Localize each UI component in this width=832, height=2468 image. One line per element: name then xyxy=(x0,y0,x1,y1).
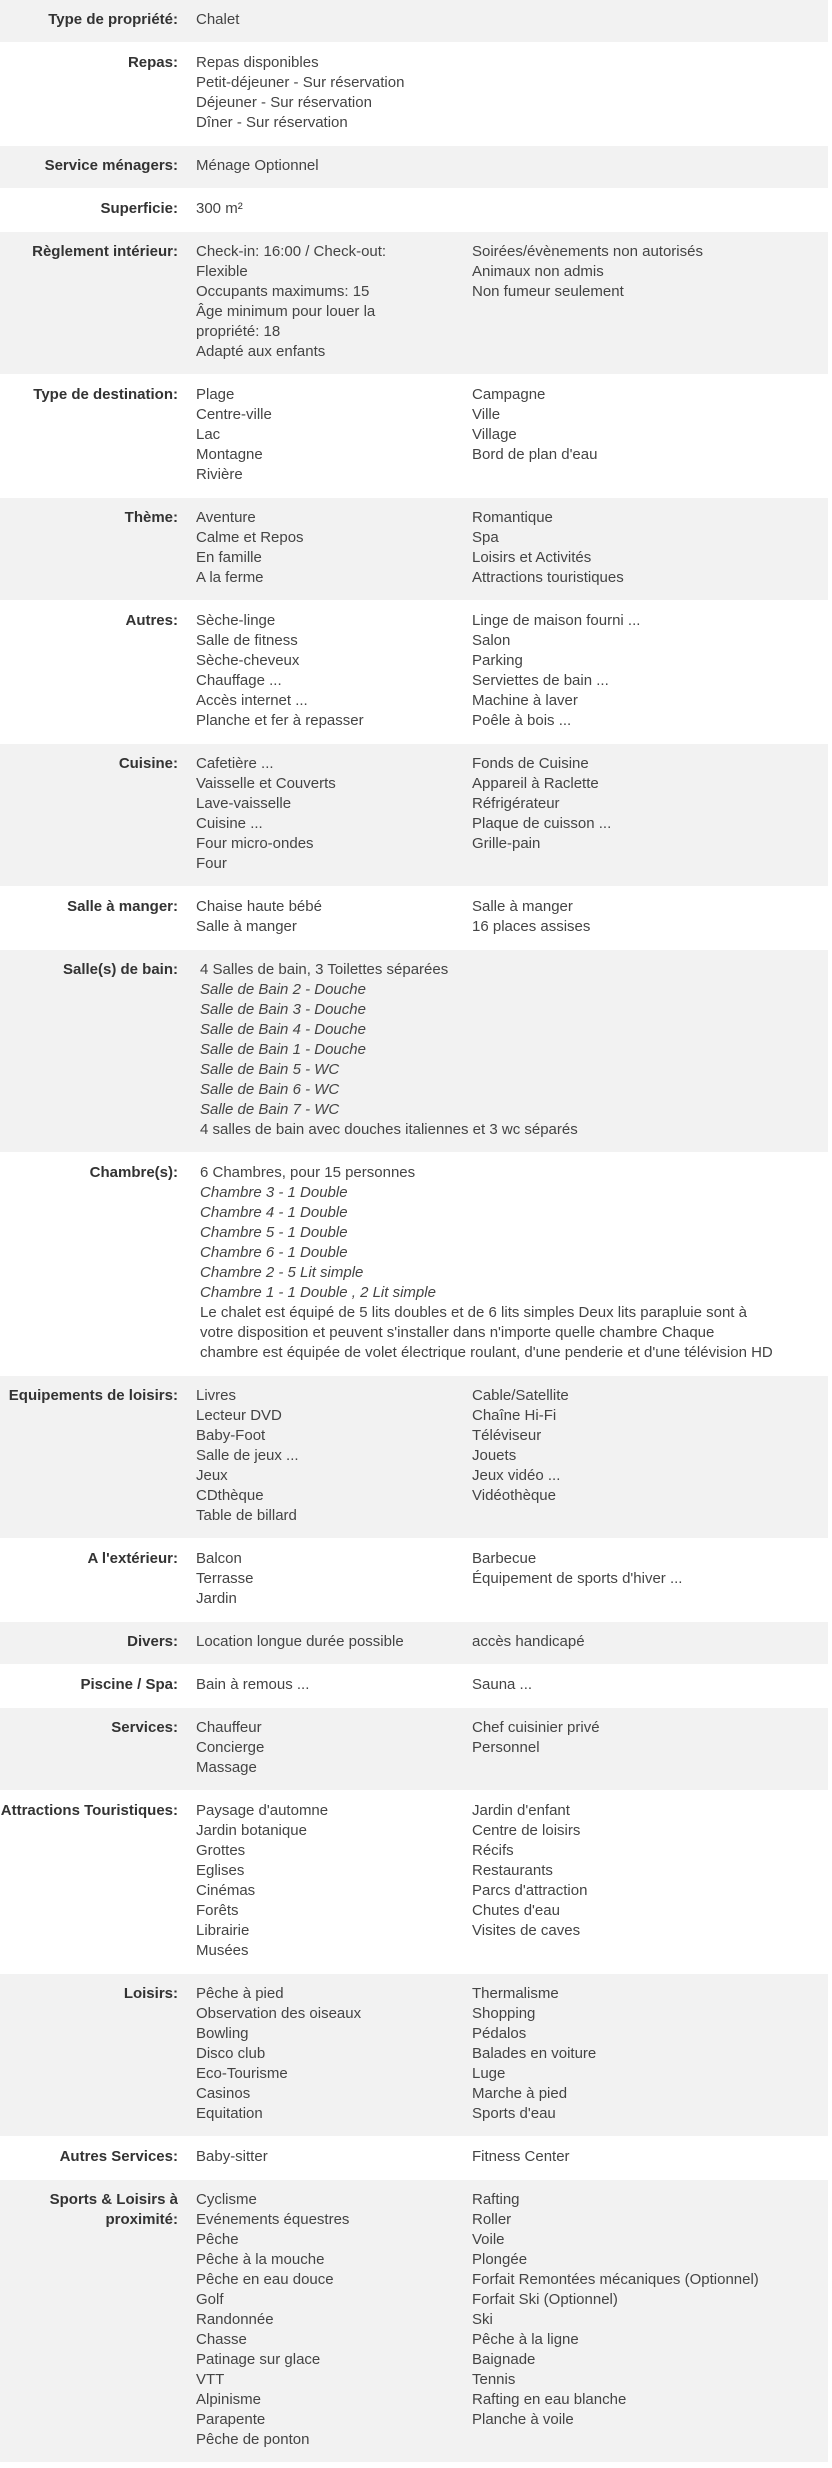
value-column-2 xyxy=(472,385,828,485)
value-item: Sports d'eau xyxy=(472,2105,556,2122)
value-item: Bowling xyxy=(196,2025,249,2042)
row-value xyxy=(196,754,828,874)
value-item: Salle à manger xyxy=(196,918,297,935)
value-item: Poêle à bois ... xyxy=(472,712,572,729)
value-item: Grille-pain xyxy=(472,835,541,852)
value-item: Restaurants xyxy=(472,1862,553,1879)
value-line: Salle de Bain 3 - Douche xyxy=(200,1001,366,1018)
row-label: Type de destination: xyxy=(33,386,178,403)
value-item: Cafetière ... xyxy=(196,755,274,772)
row-value xyxy=(196,10,828,30)
value-item: Pêche en eau douce xyxy=(196,2271,334,2288)
value-item: Salle de fitness xyxy=(196,632,298,649)
value-item: Massage xyxy=(196,1759,257,1776)
value-item: Montagne xyxy=(196,446,263,463)
row-value xyxy=(196,199,828,219)
value-item: Lecteur DVD xyxy=(196,1407,282,1424)
row-label: Autres Services: xyxy=(59,2148,178,2165)
row-label: A l'extérieur: xyxy=(87,1550,178,1567)
value-item: Cable/Satellite xyxy=(472,1387,569,1404)
value-item: Serviettes de bain ... xyxy=(472,672,609,689)
value-item: Forêts xyxy=(196,1902,239,1919)
value-item: Romantique xyxy=(472,509,553,526)
value-column-1 xyxy=(196,1718,472,1778)
row-label: Chambre(s): xyxy=(89,1164,178,1181)
row-value xyxy=(196,385,828,485)
value-item: Pêche de ponton xyxy=(196,2431,310,2448)
row-value xyxy=(196,508,828,588)
value-item: Forfait Ski (Optionnel) xyxy=(472,2291,618,2308)
value-item: Centre-ville xyxy=(196,406,272,423)
value-item: Petit-déjeuner - Sur réservation xyxy=(196,74,405,91)
value-item: Campagne xyxy=(472,386,546,403)
value-item: Shopping xyxy=(472,2005,536,2022)
value-item: Planche à voile xyxy=(472,2411,574,2428)
row-piscine-spa xyxy=(0,1665,828,1708)
value-item: Réfrigérateur xyxy=(472,795,560,812)
value-item: Sauna ... xyxy=(472,1676,533,1693)
value-item: Cuisine ... xyxy=(196,815,263,832)
value-item: Bain à remous ... xyxy=(196,1676,310,1693)
value-item: Animaux non admis xyxy=(472,263,604,280)
value-item: Plage xyxy=(196,386,235,403)
row-value xyxy=(196,1718,828,1778)
value-item: Machine à laver xyxy=(472,692,578,709)
row-value xyxy=(196,1163,828,1363)
value-item: Baby-Foot xyxy=(196,1427,266,1444)
value-column-2 xyxy=(472,1386,828,1526)
value-item: Fitness Center xyxy=(472,2148,570,2165)
row-label: Sports & Loisirs à proximité: xyxy=(49,2191,178,2228)
value-item: Concierge xyxy=(196,1739,265,1756)
row-label: Salle à manger: xyxy=(67,898,178,915)
value-item: Lave-vaisselle xyxy=(196,795,292,812)
value-item: Cinémas xyxy=(196,1882,256,1899)
value-item: Livres xyxy=(196,1387,237,1404)
value-item: Pêche à pied xyxy=(196,1985,284,2002)
value-item: accès handicapé xyxy=(472,1633,585,1650)
value-item: Appareil à Raclette xyxy=(472,775,599,792)
row-label: Equipements de loisirs: xyxy=(8,1387,178,1404)
value-item: Baignade xyxy=(472,2351,536,2368)
value-item: Repas disponibles xyxy=(196,54,319,71)
value-line: 6 Chambres, pour 15 personnes xyxy=(200,1164,416,1181)
row-services xyxy=(0,1708,828,1791)
value-column-1 xyxy=(196,2147,472,2167)
row-chambre-s xyxy=(0,1153,828,1376)
value-column-1 xyxy=(196,1549,472,1609)
row-salle-s-de-bain xyxy=(0,950,828,1153)
value-item: Attractions touristiques xyxy=(472,569,624,586)
value-column-2 xyxy=(472,897,828,937)
row-label: Loisirs: xyxy=(123,1985,178,2002)
value-line: Chambre 3 - 1 Double xyxy=(200,1184,348,1201)
value-column-1 xyxy=(196,611,472,731)
value-item: Fonds de Cuisine xyxy=(472,755,589,772)
value-item: Téléviseur xyxy=(472,1427,542,1444)
value-item: Evénements équestres xyxy=(196,2211,350,2228)
value-item: A la ferme xyxy=(196,569,264,586)
value-item: Thermalisme xyxy=(472,1985,559,2002)
value-item: Jardin d'enfant xyxy=(472,1802,570,1819)
value-item: Soirées/évènements non autorisés xyxy=(472,243,703,260)
row-value xyxy=(196,156,828,176)
value-item: Chutes d'eau xyxy=(472,1902,560,1919)
value-item: Balades en voiture xyxy=(472,2045,597,2062)
value-item: Accès internet ... xyxy=(196,692,308,709)
value-item: Pêche à la mouche xyxy=(196,2251,325,2268)
value-item: Pédalos xyxy=(472,2025,527,2042)
value-item: Centre de loisirs xyxy=(472,1822,581,1839)
row-reglement-interieur xyxy=(0,232,828,375)
row-value xyxy=(196,960,828,1140)
value-item: Golf xyxy=(196,2291,224,2308)
value-item: Equitation xyxy=(196,2105,263,2122)
value-item: Chalet xyxy=(196,11,240,28)
value-column-2 xyxy=(472,1632,828,1652)
value-column-1 xyxy=(196,508,472,588)
value-item: Équipement de sports d'hiver ... xyxy=(472,1570,683,1587)
value-item: Jardin xyxy=(196,1590,237,1607)
value-item: Tennis xyxy=(472,2371,516,2388)
value-column-1 xyxy=(196,1984,472,2124)
row-equipements-de-loisirs xyxy=(0,1376,828,1539)
value-item: Plongée xyxy=(472,2251,528,2268)
value-item: Déjeuner - Sur réservation xyxy=(196,94,372,111)
value-item: Vaisselle et Couverts xyxy=(196,775,336,792)
value-column-1 xyxy=(196,1675,472,1695)
row-value xyxy=(196,2190,828,2450)
value-item: Vidéothèque xyxy=(472,1487,556,1504)
row-autres-services xyxy=(0,2137,828,2180)
value-item: Âge minimum pour louer la xyxy=(196,303,376,320)
value-item: Loisirs et Activités xyxy=(472,549,592,566)
value-item: Four micro-ondes xyxy=(196,835,314,852)
row-label: Attractions Touristiques: xyxy=(0,1802,178,1819)
row-theme xyxy=(0,498,828,601)
value-item: Dîner - Sur réservation xyxy=(196,114,348,131)
value-item: En famille xyxy=(196,549,262,566)
value-line: Chambre 5 - 1 Double xyxy=(200,1224,348,1241)
row-label: Divers: xyxy=(127,1633,178,1650)
value-item: Aventure xyxy=(196,509,256,526)
value-item: Location longue durée possible xyxy=(196,1633,404,1650)
value-item: Roller xyxy=(472,2211,512,2228)
value-item: Musées xyxy=(196,1942,249,1959)
value-item: Table de billard xyxy=(196,1507,297,1524)
value-line: votre disposition et peuvent s'installer dans n'importe quelle chambre Chaque xyxy=(200,1324,715,1341)
value-item: Planche et fer à repasser xyxy=(196,712,364,729)
value-item: Observation des oiseaux xyxy=(196,2005,362,2022)
value-line: Chambre 2 - 5 Lit simple xyxy=(200,1264,364,1281)
value-item: Rivière xyxy=(196,466,243,483)
row-attractions-touristiques xyxy=(0,1791,828,1974)
value-item: Ski xyxy=(472,2311,493,2328)
value-column-1 xyxy=(196,1386,472,1526)
value-item: propriété: 18 xyxy=(196,323,281,340)
value-column-1 xyxy=(196,156,472,176)
value-item: Bord de plan d'eau xyxy=(472,446,598,463)
value-item: Personnel xyxy=(472,1739,540,1756)
row-value xyxy=(196,1675,828,1695)
row-cuisine xyxy=(0,744,828,887)
value-item: Casinos xyxy=(196,2085,251,2102)
row-sports-loisirs-a-proximite xyxy=(0,2180,828,2463)
value-item: Salle à manger xyxy=(472,898,573,915)
value-item: Marche à pied xyxy=(472,2085,568,2102)
row-autres xyxy=(0,601,828,744)
value-line: Le chalet est équipé de 5 lits doubles et de 6 lits simples Deux lits parapluie sont à xyxy=(200,1304,747,1321)
value-column-1 xyxy=(196,10,472,30)
value-line: Salle de Bain 4 - Douche xyxy=(200,1021,366,1038)
value-item: Village xyxy=(472,426,517,443)
value-column-1 xyxy=(196,199,472,219)
row-divers xyxy=(0,1622,828,1665)
value-column-1 xyxy=(196,2190,472,2450)
value-item: Chasse xyxy=(196,2331,247,2348)
value-line: Salle de Bain 5 - WC xyxy=(200,1061,340,1078)
value-line: Salle de Bain 6 - WC xyxy=(200,1081,340,1098)
value-item: Check-in: 16:00 / Check-out: xyxy=(196,243,387,260)
value-item: Baby-sitter xyxy=(196,2148,268,2165)
row-loisirs xyxy=(0,1974,828,2137)
value-item: Parking xyxy=(472,652,523,669)
value-item: Librairie xyxy=(196,1922,250,1939)
value-item: CDthèque xyxy=(196,1487,264,1504)
value-line: 4 Salles de bain, 3 Toilettes séparées xyxy=(200,961,449,978)
row-label: Salle(s) de bain: xyxy=(62,961,178,978)
value-item: Paysage d'automne xyxy=(196,1802,329,1819)
row-label: Type de propriété: xyxy=(48,11,178,28)
value-item: Sèche-linge xyxy=(196,612,276,629)
row-label: Cuisine: xyxy=(118,755,178,772)
value-item: Chaîne Hi-Fi xyxy=(472,1407,557,1424)
row-label: Thème: xyxy=(124,509,178,526)
row-service-menagers xyxy=(0,146,828,189)
row-superficie xyxy=(0,189,828,232)
value-item: Pêche xyxy=(196,2231,239,2248)
value-item: Spa xyxy=(472,529,499,546)
value-column-1 xyxy=(196,1632,472,1652)
value-item: Adapté aux enfants xyxy=(196,343,326,360)
value-column-1 xyxy=(196,385,472,485)
row-a-l-exterieur xyxy=(0,1539,828,1622)
value-item: Chef cuisinier privé xyxy=(472,1719,600,1736)
row-type-de-destination xyxy=(0,375,828,498)
value-item: Non fumeur seulement xyxy=(472,283,624,300)
value-column xyxy=(196,1163,828,1363)
row-value xyxy=(196,1549,828,1609)
row-value xyxy=(196,897,828,937)
value-item: Chaise haute bébé xyxy=(196,898,322,915)
value-item: Balcon xyxy=(196,1550,242,1567)
value-column-1 xyxy=(196,1801,472,1961)
value-item: Eco-Tourisme xyxy=(196,2065,288,2082)
value-item: Plaque de cuisson ... xyxy=(472,815,612,832)
value-column-2 xyxy=(472,754,828,874)
value-column-2 xyxy=(472,611,828,731)
row-value xyxy=(196,1984,828,2124)
value-item: Jeux xyxy=(196,1467,228,1484)
value-item: Chauffeur xyxy=(196,1719,262,1736)
value-column-2 xyxy=(472,1675,828,1695)
value-item: Lac xyxy=(196,426,221,443)
value-column-1 xyxy=(196,53,472,133)
value-column-2 xyxy=(472,242,828,362)
value-line: Salle de Bain 7 - WC xyxy=(200,1101,340,1118)
value-item: Rafting en eau blanche xyxy=(472,2391,627,2408)
value-item: Ménage Optionnel xyxy=(196,157,319,174)
value-item: Salle de jeux ... xyxy=(196,1447,299,1464)
value-item: Forfait Remontées mécaniques (Optionnel) xyxy=(472,2271,759,2288)
row-repas xyxy=(0,43,828,146)
row-label: Autres: xyxy=(125,612,178,629)
value-line: Chambre 4 - 1 Double xyxy=(200,1204,348,1221)
value-column-2 xyxy=(472,2190,828,2450)
row-salle-a-manger xyxy=(0,887,828,950)
value-line: Salle de Bain 2 - Douche xyxy=(200,981,366,998)
value-item: 16 places assises xyxy=(472,918,591,935)
row-value xyxy=(196,1801,828,1961)
value-item: Disco club xyxy=(196,2045,266,2062)
value-item: Voile xyxy=(472,2231,505,2248)
value-column-1 xyxy=(196,897,472,937)
value-column-2 xyxy=(472,1801,828,1961)
value-column-2 xyxy=(472,1718,828,1778)
row-label: Service ménagers: xyxy=(44,157,178,174)
value-item: Four xyxy=(196,855,227,872)
value-column-1 xyxy=(196,242,472,362)
value-item: Salon xyxy=(472,632,511,649)
value-item: Eglises xyxy=(196,1862,245,1879)
row-label: Règlement intérieur: xyxy=(32,243,178,260)
value-item: Barbecue xyxy=(472,1550,537,1567)
value-item: Pêche à la ligne xyxy=(472,2331,579,2348)
value-item: Patinage sur glace xyxy=(196,2351,321,2368)
value-item: Terrasse xyxy=(196,1570,254,1587)
value-column-2 xyxy=(472,508,828,588)
value-item: Jardin botanique xyxy=(196,1822,307,1839)
value-item: Rafting xyxy=(472,2191,520,2208)
value-item: Chauffage ... xyxy=(196,672,282,689)
row-label: Repas: xyxy=(127,54,178,71)
row-value xyxy=(196,611,828,731)
value-item: Parapente xyxy=(196,2411,266,2428)
value-line: 4 salles de bain avec douches italiennes et 3 wc séparés xyxy=(200,1121,578,1138)
value-line: Chambre 6 - 1 Double xyxy=(200,1244,348,1261)
value-item: Sèche-cheveux xyxy=(196,652,300,669)
value-item: Flexible xyxy=(196,263,248,280)
row-type-de-propriete xyxy=(0,0,828,43)
value-item: Récifs xyxy=(472,1842,514,1859)
value-item: 300 m² xyxy=(196,200,243,217)
value-column-2 xyxy=(472,2147,828,2167)
value-item: Ville xyxy=(472,406,501,423)
row-value xyxy=(196,53,828,133)
row-label: Piscine / Spa: xyxy=(80,1676,178,1693)
value-column xyxy=(196,960,828,1140)
value-item: VTT xyxy=(196,2371,225,2388)
row-label: Superficie: xyxy=(100,200,178,217)
row-value xyxy=(196,242,828,362)
value-column-1 xyxy=(196,754,472,874)
row-value xyxy=(196,2147,828,2167)
value-item: Luge xyxy=(472,2065,506,2082)
value-line: chambre est équipée de volet électrique roulant, d'une penderie et d'une télévision HD xyxy=(200,1344,773,1361)
value-item: Jouets xyxy=(472,1447,517,1464)
value-item: Calme et Repos xyxy=(196,529,304,546)
value-column-2 xyxy=(472,1984,828,2124)
value-item: Alpinisme xyxy=(196,2391,262,2408)
value-item: Occupants maximums: 15 xyxy=(196,283,370,300)
value-item: Visites de caves xyxy=(472,1922,581,1939)
row-value xyxy=(196,1632,828,1652)
value-column-2 xyxy=(472,1549,828,1609)
value-item: Grottes xyxy=(196,1842,246,1859)
value-line: Chambre 1 - 1 Double , 2 Lit simple xyxy=(200,1284,436,1301)
value-item: Jeux vidéo ... xyxy=(472,1467,561,1484)
value-item: Parcs d'attraction xyxy=(472,1882,588,1899)
row-value xyxy=(196,1386,828,1526)
row-label: Services: xyxy=(111,1719,178,1736)
value-item: Linge de maison fourni ... xyxy=(472,612,641,629)
value-item: Cyclisme xyxy=(196,2191,257,2208)
value-line: Salle de Bain 1 - Douche xyxy=(200,1041,366,1058)
value-item: Randonnée xyxy=(196,2311,274,2328)
